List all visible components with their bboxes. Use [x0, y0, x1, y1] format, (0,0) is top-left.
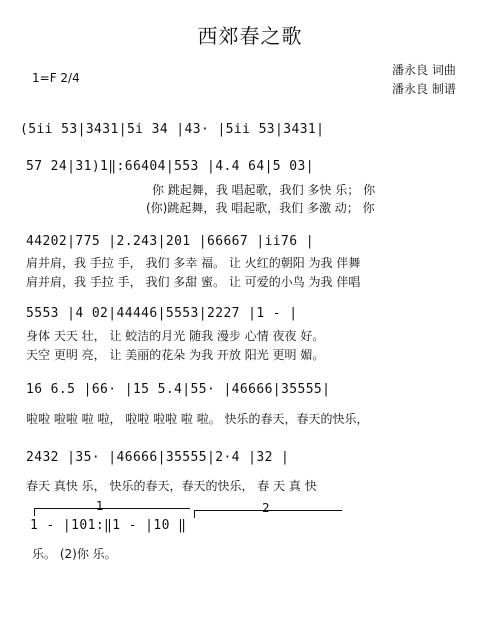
- lyric-row-5: 啦啦 啦啦 啦 啦， 啦啦 啦啦 啦 啦。 快乐的春天，春天的快乐，: [26, 412, 369, 426]
- notation-row-5: 16 6.5 |66· |15 5.4|55· |46666|35555|: [26, 382, 331, 397]
- notation-row-6: 2432 |35· |46666|35555|2·4 |32 |: [26, 450, 290, 465]
- lyric-row-4-verse-2: 天空 更明 亮， 让 美丽的花朵 为我 开放 阳光 更明 媚。: [26, 348, 325, 362]
- notation-row-1: (5ii 53|3431|5i 34 |43· |5ii 53|3431|: [20, 122, 325, 137]
- lyric-row-7: 乐。 (2)你 乐。: [32, 547, 117, 561]
- lyric-row-4-verse-1: 身体 天天 壮， 让 蛟洁的月光 随我 漫步 心情 夜夜 好。: [26, 329, 325, 343]
- arranger-credit: 潘永良 制谱: [392, 82, 456, 96]
- lyric-row-6: 春天 真快 乐， 快乐的春天，春天的快乐， 春 天 真 快: [26, 479, 317, 493]
- volta-bracket-1-hook: [34, 508, 35, 516]
- volta-bracket-1: [34, 508, 190, 509]
- lyric-row-3-verse-2: 肩并肩，我 手拉 手， 我们 多甜 蜜。 让 可爱的小鸟 为我 伴唱: [26, 275, 361, 289]
- notation-row-3: 44202|775 |2.243|201 |66667 |ii76 |: [26, 234, 314, 249]
- volta-2-label: 2: [262, 501, 270, 515]
- notation-row-2: 57 24|31)1‖:66404|553 |4.4 64|5 03|: [26, 159, 314, 174]
- lyric-row-2-verse-2: (你)跳起舞，我 唱起歌，我们 多激 动； 你: [146, 201, 375, 215]
- volta-1-label: 1: [96, 499, 104, 513]
- volta-bracket-2-hook: [194, 510, 195, 518]
- lyricist-credit: 潘永良 词曲: [392, 63, 456, 77]
- lyric-row-3-verse-1: 肩并肩，我 手拉 手， 我们 多幸 福。 让 火红的朝阳 为我 伴舞: [26, 256, 361, 270]
- key-signature: 1=F 2/4: [32, 71, 80, 85]
- lyric-row-2-verse-1: 你 跳起舞，我 唱起歌，我们 多快 乐； 你: [152, 183, 376, 197]
- notation-row-4: 5553 |4 02|44446|5553|2227 |1 - |: [26, 306, 298, 321]
- song-title: 西郊春之歌: [197, 24, 303, 48]
- notation-row-7: 1 - |101:‖1 - |10 ‖: [30, 518, 187, 533]
